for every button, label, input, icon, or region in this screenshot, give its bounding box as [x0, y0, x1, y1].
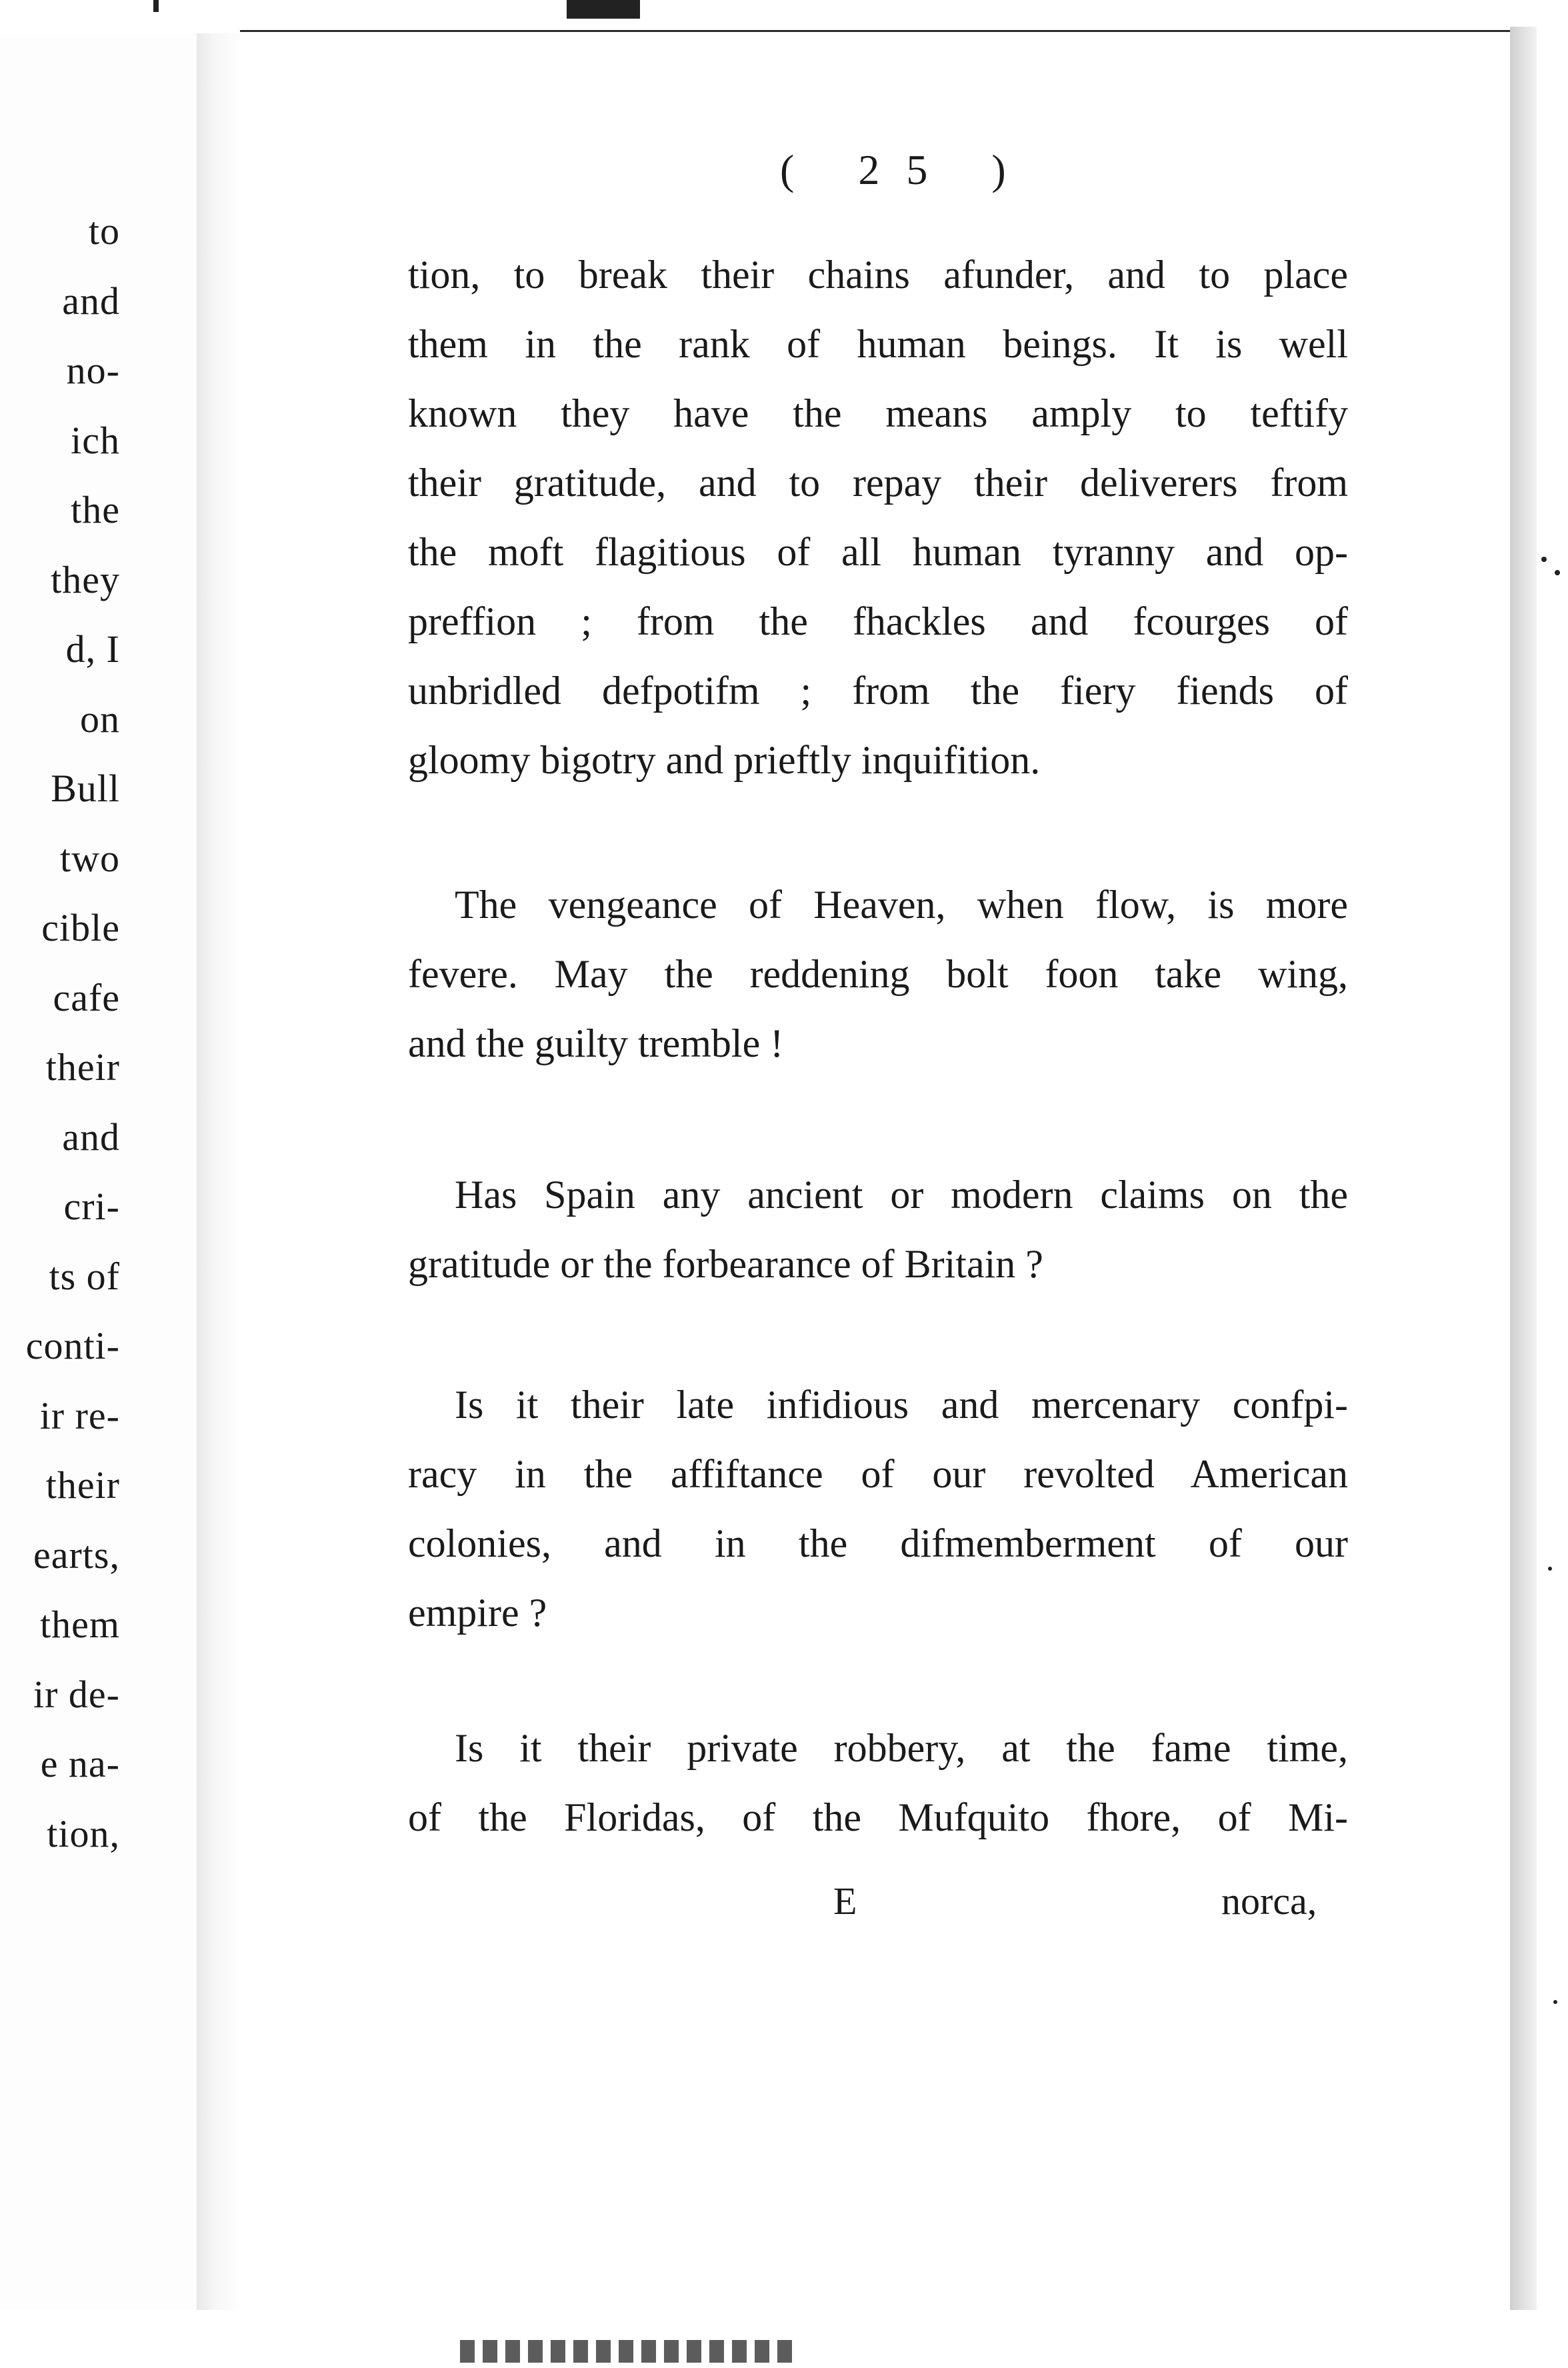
facing-page-line: ts of [49, 1254, 120, 1298]
facing-page-line: cafe [53, 975, 120, 1019]
paragraph [408, 1370, 1348, 1647]
catchword: norca, [1221, 1879, 1317, 1923]
facing-page-line: ir re- [39, 1393, 120, 1437]
facing-page-line: on [80, 697, 120, 741]
text-line: them in the rank of human beings. It is well [408, 322, 1348, 366]
facing-page-line: cible [41, 906, 120, 949]
paragraph [408, 1713, 1348, 1852]
facing-page-line: their [45, 1463, 120, 1507]
facing-page-line: two [60, 836, 120, 880]
scan-margin [1537, 0, 1568, 2368]
top-edge [0, 0, 1568, 27]
scan-speck [1555, 570, 1560, 575]
facing-page-line: and [62, 1115, 120, 1159]
text-line: unbridled defpotifm ; from the fiery fiends of [408, 669, 1348, 713]
facing-page-line: cri- [63, 1185, 120, 1228]
page-number: ( 25 ) [780, 146, 1033, 193]
facing-page-line: and [62, 279, 120, 323]
top-edge-mark [153, 0, 159, 12]
facing-page-line: Bull [51, 767, 120, 810]
facing-page-line: tion, [47, 1811, 120, 1855]
facing-page-line: to [88, 209, 120, 253]
text-line: of the Floridas, of the Mufquito fhore, of Mi- [408, 1795, 1348, 1839]
scan-speck [1553, 2000, 1557, 2004]
scan-speck [1548, 1567, 1552, 1571]
text-line: Is it their late infidious and mercenary confpi- [455, 1383, 1348, 1427]
page-edge-shadow [1510, 27, 1537, 2320]
top-edge-mark [567, 0, 640, 19]
facing-page-line: ich [71, 418, 120, 462]
paragraph [408, 1160, 1348, 1299]
paragraph [408, 870, 1348, 1078]
text-line: Is it their private robbery, at the fame time, [455, 1726, 1348, 1770]
text-line: racy in the affiftance of our revolted American [408, 1452, 1348, 1496]
text-line: known they have the means amply to teftify [408, 391, 1348, 435]
text-line: tion, to break their chains afunder, and to place [408, 253, 1348, 297]
text-line: gloomy bigotry and prieftly inquifition. [408, 738, 1041, 782]
scan-speck [1541, 557, 1547, 562]
facing-page-line: their [45, 1045, 120, 1089]
paragraph [408, 240, 1348, 795]
text-line: the moft flagitious of all human tyranny and op- [408, 530, 1348, 574]
facing-page-line: ir de- [33, 1672, 120, 1716]
facing-page-line: earts, [33, 1533, 120, 1577]
text-line: preffion ; from the fhackles and fcourges of [408, 599, 1348, 643]
facing-page-line: them [40, 1603, 120, 1646]
facing-page-line: the [71, 488, 120, 531]
text-line: and the guilty tremble ! [408, 1021, 784, 1065]
facing-page-line: no- [66, 349, 120, 392]
facing-page-line: d, I [65, 627, 120, 671]
text-line: fevere. May the reddening bolt foon take wing, [408, 952, 1348, 996]
text-line: gratitude or the forbearance of Britain ? [408, 1242, 1043, 1286]
page-gutter [197, 33, 247, 2333]
signature-mark: E [833, 1879, 857, 1923]
facing-page-line: conti- [25, 1324, 120, 1367]
text-line: empire ? [408, 1591, 547, 1635]
text-line: Has Spain any ancient or modern claims on the [455, 1173, 1348, 1217]
facing-page-line: they [51, 557, 120, 601]
facing-page-line: e na- [40, 1742, 120, 1785]
text-line: colonies, and in the difmemberment of our [408, 1521, 1348, 1565]
text-line: The vengeance of Heaven, when flow, is more [455, 883, 1348, 927]
bottom-bleed-through [460, 2340, 793, 2363]
text-line: their gratitude, and to repay their deliverers from [408, 461, 1348, 505]
